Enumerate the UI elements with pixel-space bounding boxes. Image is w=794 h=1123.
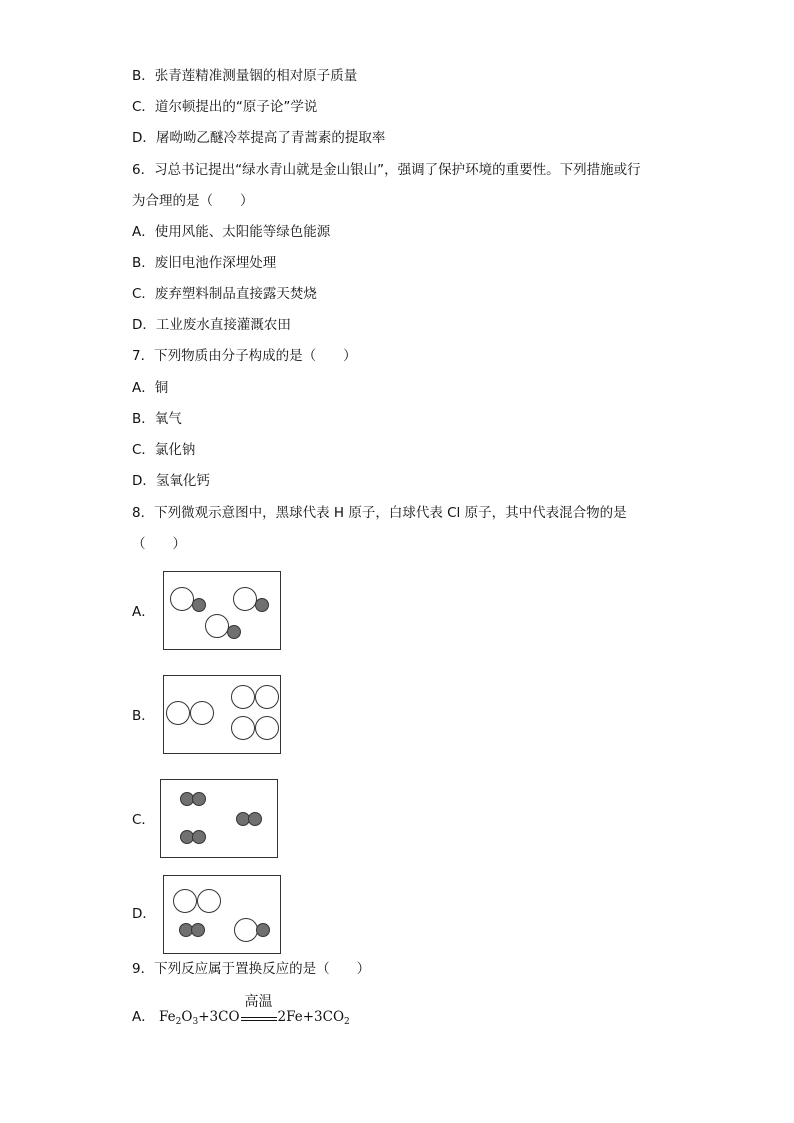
q8-option-b-label: B．	[132, 708, 155, 724]
black-ball	[181, 793, 194, 806]
white-ball	[232, 717, 255, 740]
equation-reactant-o: O	[181, 1009, 193, 1025]
double-line	[241, 1017, 277, 1021]
white-ball	[171, 588, 194, 611]
white-ball	[198, 890, 221, 913]
q8-diagram-a	[163, 571, 281, 650]
q6-stem-line-1: 6．习总书记提出“绿水青山就是金山银山”，强调了保护环境的重要性。下列措施或行	[132, 162, 641, 178]
white-ball	[167, 702, 190, 725]
q8-diagram-c	[160, 779, 278, 858]
equation-products: 2Fe+3CO	[277, 1009, 345, 1025]
q9-option-a-label: A．	[132, 1009, 155, 1025]
black-ball	[193, 599, 206, 612]
subscript: 3	[192, 1017, 199, 1027]
q5-option-c: C．道尔顿提出的“原子论”学说	[132, 99, 318, 115]
white-ball	[191, 702, 214, 725]
white-ball	[235, 919, 258, 942]
q6-stem-line-2: 为合理的是（ ）	[132, 193, 254, 209]
reaction-arrow	[241, 993, 277, 1027]
black-ball	[181, 831, 194, 844]
white-ball	[206, 615, 229, 638]
q5-option-d: D．屠呦呦乙醚冷萃提高了青蒿素的提取率	[132, 130, 386, 146]
q8-option-d-label: D．	[132, 906, 156, 922]
black-ball	[180, 924, 193, 937]
black-ball	[257, 924, 270, 937]
q9-option-a	[132, 993, 350, 1027]
black-ball	[256, 599, 269, 612]
white-ball	[174, 890, 197, 913]
white-ball	[256, 686, 279, 709]
q7-option-a: A．铜	[132, 380, 169, 396]
black-ball	[193, 793, 206, 806]
black-ball	[249, 813, 262, 826]
molecule-diagram-a	[164, 572, 280, 649]
black-ball	[193, 831, 206, 844]
black-ball	[237, 813, 250, 826]
molecule-diagram-b	[164, 676, 280, 753]
q8-option-c-label: C．	[132, 812, 155, 828]
q8-diagram-b	[163, 675, 281, 754]
q7-option-c: C．氯化钠	[132, 442, 196, 458]
q7-option-b: B．氧气	[132, 411, 182, 427]
q8-diagram-d	[163, 875, 281, 954]
white-ball	[256, 717, 279, 740]
equation-plus-co: +3CO	[198, 1009, 240, 1025]
q7-option-d: D．氢氧化钙	[132, 473, 210, 489]
equation-reactant-fe: Fe	[159, 1009, 176, 1025]
q6-option-c: C．废弃塑料制品直接露天焚烧	[132, 286, 317, 302]
q8-option-a-label: A．	[132, 604, 155, 620]
q7-stem: 7．下列物质由分子构成的是（ ）	[132, 348, 357, 364]
q5-option-b: B．张青莲精准测量铟的相对原子质量	[132, 68, 358, 84]
q6-option-a: A．使用风能、太阳能等绿色能源	[132, 224, 331, 240]
molecule-diagram-d	[164, 876, 280, 953]
black-ball	[228, 626, 241, 639]
q8-stem-line-1: 8．下列微观示意图中，黑球代表 H 原子，白球代表 Cl 原子，其中代表混合物的是	[132, 505, 627, 521]
molecule-diagram-c	[161, 780, 277, 857]
q8-stem-line-2: （ ）	[132, 536, 186, 552]
q9-stem: 9．下列反应属于置换反应的是（ ）	[132, 961, 371, 977]
reaction-condition: 高温	[244, 993, 273, 1010]
black-ball	[192, 924, 205, 937]
subscript: 2	[344, 1017, 350, 1027]
white-ball	[232, 686, 255, 709]
white-ball	[234, 588, 257, 611]
q6-option-b: B．废旧电池作深埋处理	[132, 255, 277, 271]
subscript: 2	[175, 1017, 182, 1027]
q6-option-d: D．工业废水直接灌溉农田	[132, 317, 291, 333]
